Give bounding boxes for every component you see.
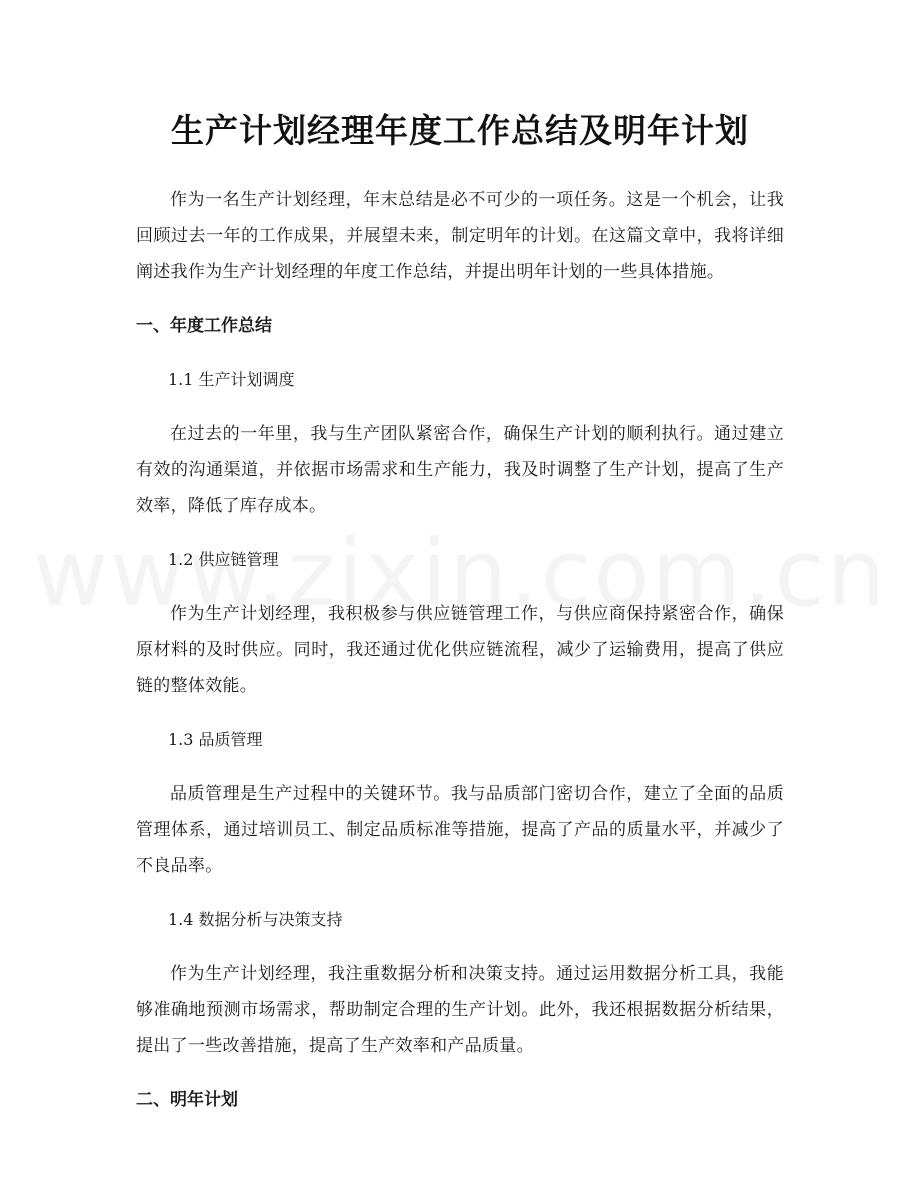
- subsection-body-1-4: 作为生产计划经理，我注重数据分析和决策支持。通过运用数据分析工具，我能够准确地预测市场需求，帮助制定合理的生产计划。此外，我还根据数据分析结果，提出了一些改善措施，提高了生产效率和产品质量。: [136, 964, 784, 1056]
- subsection-body-1-1: 在过去的一年里，我与生产团队紧密合作，确保生产计划的顺利执行。通过建立有效的沟通渠道，并依据市场需求和生产能力，我及时调整了生产计划，提高了生产效率，降低了库存成本。: [136, 424, 784, 516]
- subsection-heading-1-2: 1.2 供应链管理: [168, 550, 279, 569]
- intro-paragraph: 作为一名生产计划经理，年末总结是必不可少的一项任务。这是一个机会，让我回顾过去一年的工作成果，并展望未来，制定明年的计划。在这篇文章中，我将详细阐述我作为生产计划经理的年度工作总结，并提出明年计划的一些具体措施。: [136, 190, 784, 282]
- section-heading-summary: 一、年度工作总结: [136, 316, 272, 336]
- subsection-body-1-3: 品质管理是生产过程中的关键环节。我与品质部门密切合作，建立了全面的品质管理体系，通过培训员工、制定品质标准等措施，提高了产品的质量水平，并减少了不良品率。: [136, 784, 784, 876]
- subsection-body-1-2: 作为生产计划经理，我积极参与供应链管理工作，与供应商保持紧密合作，确保原材料的及时供应。同时，我还通过优化供应链流程，减少了运输费用，提高了供应链的整体效能。: [136, 604, 784, 696]
- subsection-heading-1-3: 1.3 品质管理: [168, 730, 263, 749]
- subsection-heading-1-1: 1.1 生产计划调度: [168, 370, 295, 389]
- subsection-heading-1-4: 1.4 数据分析与决策支持: [168, 910, 343, 929]
- section-heading-next-year: 二、明年计划: [136, 1090, 238, 1110]
- document-title: 生产计划经理年度工作总结及明年计划: [171, 111, 749, 150]
- document-body: [136, 182, 784, 1118]
